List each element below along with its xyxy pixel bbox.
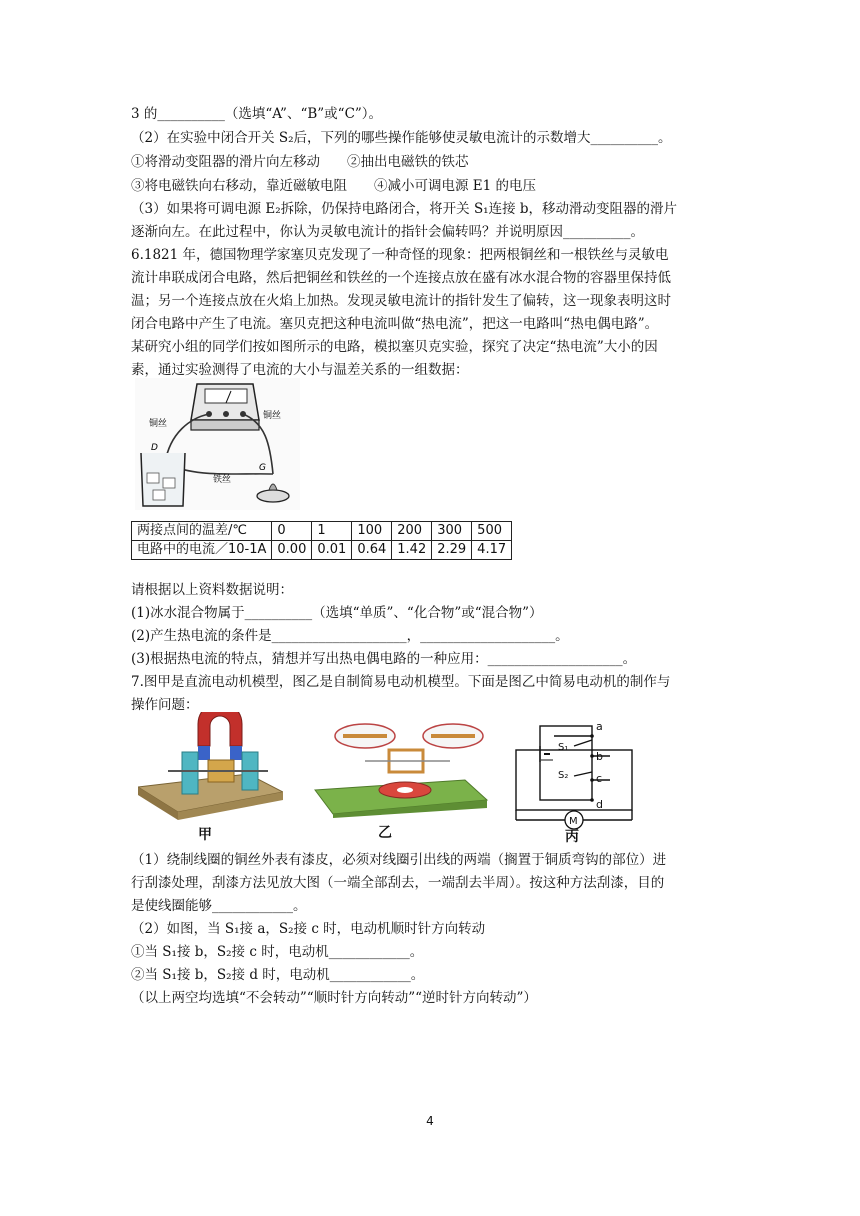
page-number: 4 [426, 1114, 434, 1128]
label-switch-a: a [596, 720, 603, 733]
text-line: （3）如果将可调电源 E₂拆除，仍保持电路闭合，将开关 S₁连接 b，移动滑动变阻器的滑片 [131, 201, 678, 217]
label-switch-d: d [596, 798, 603, 811]
temperature-current-table [131, 521, 512, 560]
text-line: 闭合电路中产生了电流。塞贝克把这种电流叫做“热电流”，把这一电路叫“热电偶电路”。 [131, 316, 659, 332]
table-cell: 1.42 [392, 541, 432, 560]
table-cell: 0.01 [312, 541, 352, 560]
label-s1: S₁ [558, 742, 569, 753]
text-line: ③将电磁铁向右移动，靠近磁敏电阻 ④减小可调电源 E1 的电压 [131, 178, 537, 194]
label-s2: S₂ [558, 770, 569, 781]
text-line: ①当 S₁接 b，S₂接 c 时，电动机____________。 [131, 944, 424, 960]
dc-motor-model-figure [138, 712, 283, 820]
text-line: 操作问题： [131, 697, 199, 713]
simple-motor-model-figure [305, 718, 490, 818]
table-cell: 200 [392, 522, 432, 541]
motor-switch-circuit-figure [510, 716, 635, 834]
table-cell: 0.64 [352, 541, 392, 560]
label-point-g: G [259, 463, 266, 473]
label-motor: M [569, 816, 578, 827]
label-switch-b: b [596, 750, 603, 763]
label-copper-left: 铜丝 [149, 419, 168, 429]
table-cell: 100 [352, 522, 392, 541]
table-cell: 1 [312, 522, 352, 541]
text-line: （1）绕制线圈的铜丝外表有漆皮，必须对线圈引出线的两端（搁置于铜质弯钩的部位）进 [131, 852, 667, 868]
text-line: 某研究小组的同学们按如图所示的电路，模拟塞贝克实验，探究了决定“热电流”大小的因 [131, 339, 658, 355]
text-line: 逐渐向左。在此过程中，你认为灵敏电流计的指针会偏转吗？并说明原因__________。 [131, 224, 644, 240]
text-line: ②当 S₁接 b，S₂接 d 时，电动机____________。 [131, 967, 425, 983]
text-line: （2）如图，当 S₁接 a，S₂接 c 时，电动机顺时针方向转动 [131, 921, 486, 937]
thermocouple-apparatus-figure [135, 378, 300, 510]
table-cell: 500 [472, 522, 512, 541]
table-cell: 0.00 [272, 541, 312, 560]
table-header-cell: 两接点间的温差/℃ [132, 522, 272, 541]
ice-water-beaker [141, 453, 185, 506]
text-line: (2)产生热电流的条件是____________________，____________________。 [131, 628, 569, 644]
text-line: 行刮漆处理，刮漆方法见放大图（一端全部刮去，一端刮去半周）。按这种方法刮漆，目的 [131, 875, 665, 891]
text-line: 7.图甲是直流电动机模型，图乙是自制简易电动机模型。下面是图乙中简易电动机的制作与 [131, 674, 671, 690]
text-line: （以上两空均选填“不会转动”“顺时针方向转动”“逆时针方向转动”） [131, 990, 537, 1006]
text-line: 素，通过实验测得了电流的大小与温差关系的一组数据： [131, 362, 469, 378]
label-iron: 铁丝 [213, 475, 232, 485]
table-cell: 300 [432, 522, 472, 541]
text-line: 请根据以上资料数据说明： [131, 582, 293, 598]
table-cell: 0 [272, 522, 312, 541]
text-line: (1)冰水混合物属于__________（选填“单质”、“化合物”或“混合物”） [131, 605, 543, 621]
figure-caption-bing: 丙 [565, 829, 579, 845]
galvanometer-icon [191, 384, 259, 430]
text-line: ①将滑动变阻器的滑片向左移动 ②抽出电磁铁的铁芯 [131, 154, 469, 170]
figure-caption-yi: 乙 [378, 825, 392, 841]
label-switch-c: c [596, 772, 603, 785]
table-cell: 2.29 [432, 541, 472, 560]
table-row [132, 522, 512, 541]
table-cell: 4.17 [472, 541, 512, 560]
text-line: 流计串联成闭合电路，然后把铜丝和铁丝的一个连接点放在盛有冰水混合物的容器里保持低 [131, 270, 671, 286]
figure-caption-jia: 甲 [198, 827, 212, 843]
table-row [132, 541, 512, 560]
label-copper-right: 铜丝 [263, 411, 282, 421]
label-point-d: D [151, 443, 158, 453]
text-line: （2）在实验中闭合开关 S₂后，下列的哪些操作能够使灵敏电流计的示数增大__________。 [131, 130, 672, 146]
text-line: 3 的__________（选填“A”、“B”或“C”）。 [131, 106, 383, 122]
text-line: 温；另一个连接点放在火焰上加热。发现灵敏电流计的指针发生了偏转，这一现象表明这时 [131, 293, 671, 309]
text-line: 是使线圈能够____________。 [131, 898, 307, 914]
table-header-cell: 电路中的电流／10-1A [132, 541, 272, 560]
text-line: 6.1821 年，德国物理学家塞贝克发现了一种奇怪的现象：把两根铜丝和一根铁丝与灵敏电 [131, 247, 669, 263]
text-line: (3)根据热电流的特点，猜想并写出热电偶电路的一种应用：____________________。 [131, 651, 637, 667]
